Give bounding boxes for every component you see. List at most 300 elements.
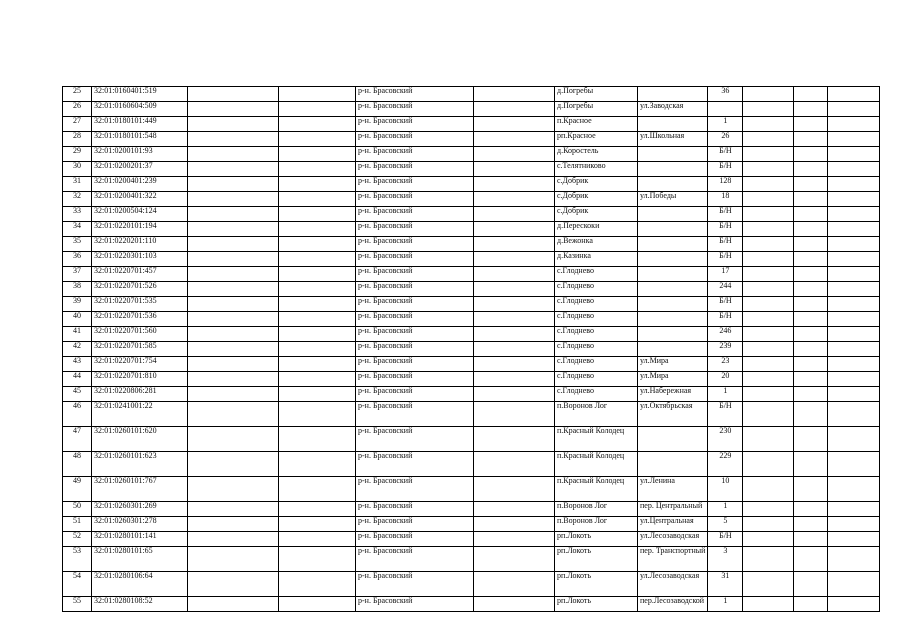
cadastral-number-cell: 32:01:0180101:548 xyxy=(92,132,188,147)
empty-cell xyxy=(474,267,555,282)
cadastral-number-cell: 32:01:0260101:767 xyxy=(92,477,188,502)
table-row xyxy=(63,477,880,502)
cadastral-number-cell: 32:01:0280101:65 xyxy=(92,547,188,572)
row-number-cell: 31 xyxy=(63,177,92,192)
empty-cell xyxy=(794,162,828,177)
row-number-cell: 28 xyxy=(63,132,92,147)
empty-cell xyxy=(279,597,356,612)
empty-cell xyxy=(794,222,828,237)
settlement-cell: с.Добрик xyxy=(555,192,638,207)
empty-cell xyxy=(828,237,880,252)
empty-cell xyxy=(188,267,279,282)
empty-cell xyxy=(794,502,828,517)
house-number-cell: 1 xyxy=(708,117,743,132)
empty-cell xyxy=(279,87,356,102)
street-cell xyxy=(638,297,708,312)
empty-cell xyxy=(474,387,555,402)
empty-cell xyxy=(828,312,880,327)
empty-cell xyxy=(188,502,279,517)
street-cell: ул.Набережная xyxy=(638,387,708,402)
empty-cell xyxy=(188,297,279,312)
settlement-cell: с.Глоднево xyxy=(555,387,638,402)
settlement-cell: п.Красное xyxy=(555,117,638,132)
empty-cell xyxy=(279,192,356,207)
table-row xyxy=(63,427,880,452)
empty-cell xyxy=(474,102,555,117)
empty-cell xyxy=(743,312,794,327)
cadastral-number-cell: 32:01:0160604:509 xyxy=(92,102,188,117)
empty-cell xyxy=(828,517,880,532)
house-number-cell: Б/Н xyxy=(708,252,743,267)
row-number-cell: 39 xyxy=(63,297,92,312)
empty-cell xyxy=(828,117,880,132)
empty-cell xyxy=(794,147,828,162)
cadastral-number-cell: 32:01:0200101:93 xyxy=(92,147,188,162)
empty-cell xyxy=(743,452,794,477)
empty-cell xyxy=(188,102,279,117)
empty-cell xyxy=(188,87,279,102)
house-number-cell xyxy=(708,102,743,117)
district-cell: р-н. Брасовский xyxy=(356,117,474,132)
street-cell xyxy=(638,237,708,252)
cadastral-number-cell: 32:01:0200504:124 xyxy=(92,207,188,222)
empty-cell xyxy=(794,282,828,297)
settlement-cell: с.Добрик xyxy=(555,177,638,192)
district-cell: р-н. Брасовский xyxy=(356,147,474,162)
row-number-cell: 27 xyxy=(63,117,92,132)
table-row xyxy=(63,532,880,547)
empty-cell xyxy=(474,162,555,177)
empty-cell xyxy=(743,267,794,282)
row-number-cell: 26 xyxy=(63,102,92,117)
empty-cell xyxy=(743,572,794,597)
cadastral-number-cell: 32:01:0220701:457 xyxy=(92,267,188,282)
cadastral-number-cell: 32:01:0280108:52 xyxy=(92,597,188,612)
empty-cell xyxy=(279,327,356,342)
empty-cell xyxy=(743,237,794,252)
district-cell: р-н. Брасовский xyxy=(356,177,474,192)
table-row xyxy=(63,357,880,372)
empty-cell xyxy=(279,517,356,532)
settlement-cell: с.Глоднево xyxy=(555,372,638,387)
empty-cell xyxy=(828,427,880,452)
empty-cell xyxy=(474,282,555,297)
empty-cell xyxy=(279,252,356,267)
cadastral-number-cell: 32:01:0220701:560 xyxy=(92,327,188,342)
district-cell: р-н. Брасовский xyxy=(356,387,474,402)
row-number-cell: 32 xyxy=(63,192,92,207)
empty-cell xyxy=(743,102,794,117)
district-cell: р-н. Брасовский xyxy=(356,267,474,282)
empty-cell xyxy=(794,237,828,252)
settlement-cell: с.Глоднево xyxy=(555,267,638,282)
empty-cell xyxy=(743,192,794,207)
table-row xyxy=(63,597,880,612)
street-cell xyxy=(638,222,708,237)
empty-cell xyxy=(474,222,555,237)
table-row xyxy=(63,237,880,252)
street-cell xyxy=(638,207,708,222)
district-cell: р-н. Брасовский xyxy=(356,502,474,517)
street-cell xyxy=(638,87,708,102)
empty-cell xyxy=(188,312,279,327)
district-cell: р-н. Брасовский xyxy=(356,297,474,312)
district-cell: р-н. Брасовский xyxy=(356,532,474,547)
table-row xyxy=(63,207,880,222)
cadastral-number-cell: 32:01:0260101:620 xyxy=(92,427,188,452)
settlement-cell: рп.Локоть xyxy=(555,597,638,612)
empty-cell xyxy=(474,297,555,312)
empty-cell xyxy=(188,357,279,372)
cadastral-number-cell: 32:01:0220701:526 xyxy=(92,282,188,297)
empty-cell xyxy=(743,402,794,427)
table-row xyxy=(63,102,880,117)
row-number-cell: 41 xyxy=(63,327,92,342)
empty-cell xyxy=(188,177,279,192)
settlement-cell: с.Телятниково xyxy=(555,162,638,177)
street-cell xyxy=(638,327,708,342)
empty-cell xyxy=(188,237,279,252)
empty-cell xyxy=(794,312,828,327)
cadastral-number-cell: 32:01:0220701:536 xyxy=(92,312,188,327)
empty-cell xyxy=(279,342,356,357)
empty-cell xyxy=(188,162,279,177)
table-row xyxy=(63,297,880,312)
settlement-cell: с.Добрик xyxy=(555,207,638,222)
empty-cell xyxy=(188,427,279,452)
empty-cell xyxy=(743,177,794,192)
row-number-cell: 34 xyxy=(63,222,92,237)
empty-cell xyxy=(474,252,555,267)
street-cell xyxy=(638,177,708,192)
empty-cell xyxy=(474,532,555,547)
cadastral-number-cell: 32:01:0220701:810 xyxy=(92,372,188,387)
empty-cell xyxy=(279,312,356,327)
house-number-cell: Б/Н xyxy=(708,532,743,547)
table-row xyxy=(63,147,880,162)
row-number-cell: 40 xyxy=(63,312,92,327)
row-number-cell: 42 xyxy=(63,342,92,357)
row-number-cell: 48 xyxy=(63,452,92,477)
empty-cell xyxy=(474,192,555,207)
empty-cell xyxy=(743,342,794,357)
empty-cell xyxy=(743,162,794,177)
cadastral-number-cell: 32:01:0220201:110 xyxy=(92,237,188,252)
empty-cell xyxy=(279,532,356,547)
empty-cell xyxy=(743,387,794,402)
table-row xyxy=(63,517,880,532)
house-number-cell: 244 xyxy=(708,282,743,297)
empty-cell xyxy=(794,342,828,357)
empty-cell xyxy=(279,452,356,477)
empty-cell xyxy=(474,477,555,502)
empty-cell xyxy=(188,282,279,297)
street-cell: ул.Заводская xyxy=(638,102,708,117)
table-body xyxy=(63,87,880,612)
house-number-cell: 26 xyxy=(708,132,743,147)
empty-cell xyxy=(279,117,356,132)
empty-cell xyxy=(794,252,828,267)
empty-cell xyxy=(474,207,555,222)
empty-cell xyxy=(743,207,794,222)
table-row xyxy=(63,372,880,387)
district-cell: р-н. Брасовский xyxy=(356,327,474,342)
district-cell: р-н. Брасовский xyxy=(356,477,474,502)
cadastral-number-cell: 32:01:0220701:585 xyxy=(92,342,188,357)
empty-cell xyxy=(794,267,828,282)
house-number-cell: 31 xyxy=(708,572,743,597)
house-number-cell: 5 xyxy=(708,517,743,532)
empty-cell xyxy=(794,357,828,372)
house-number-cell: Б/Н xyxy=(708,312,743,327)
empty-cell xyxy=(279,502,356,517)
empty-cell xyxy=(279,207,356,222)
district-cell: р-н. Брасовский xyxy=(356,597,474,612)
table-row xyxy=(63,402,880,427)
empty-cell xyxy=(828,477,880,502)
cadastral-number-cell: 32:01:0220806:281 xyxy=(92,387,188,402)
empty-cell xyxy=(279,177,356,192)
house-number-cell: 230 xyxy=(708,427,743,452)
street-cell: пер. Центральный xyxy=(638,502,708,517)
settlement-cell: д.Казинка xyxy=(555,252,638,267)
empty-cell xyxy=(188,327,279,342)
empty-cell xyxy=(474,177,555,192)
empty-cell xyxy=(794,177,828,192)
empty-cell xyxy=(794,532,828,547)
row-number-cell: 43 xyxy=(63,357,92,372)
street-cell: пер. Транспортный xyxy=(638,547,708,572)
settlement-cell: п.Красный Колодец xyxy=(555,477,638,502)
empty-cell xyxy=(474,357,555,372)
street-cell: ул.Мира xyxy=(638,372,708,387)
empty-cell xyxy=(828,357,880,372)
house-number-cell: Б/Н xyxy=(708,297,743,312)
street-cell xyxy=(638,267,708,282)
row-number-cell: 55 xyxy=(63,597,92,612)
table-row xyxy=(63,192,880,207)
street-cell xyxy=(638,452,708,477)
house-number-cell: 246 xyxy=(708,327,743,342)
settlement-cell: с.Глоднево xyxy=(555,327,638,342)
empty-cell xyxy=(188,147,279,162)
empty-cell xyxy=(188,547,279,572)
empty-cell xyxy=(743,597,794,612)
empty-cell xyxy=(188,517,279,532)
table-row xyxy=(63,222,880,237)
cadastral-number-cell: 32:01:0280106:64 xyxy=(92,572,188,597)
empty-cell xyxy=(188,387,279,402)
empty-cell xyxy=(828,267,880,282)
settlement-cell: п.Красный Колодец xyxy=(555,452,638,477)
empty-cell xyxy=(794,572,828,597)
district-cell: р-н. Брасовский xyxy=(356,342,474,357)
district-cell: р-н. Брасовский xyxy=(356,132,474,147)
empty-cell xyxy=(794,452,828,477)
row-number-cell: 25 xyxy=(63,87,92,102)
empty-cell xyxy=(794,402,828,427)
table-row xyxy=(63,452,880,477)
table-row xyxy=(63,572,880,597)
house-number-cell: 239 xyxy=(708,342,743,357)
row-number-cell: 54 xyxy=(63,572,92,597)
district-cell: р-н. Брасовский xyxy=(356,517,474,532)
cadastral-number-cell: 32:01:0220701:535 xyxy=(92,297,188,312)
table-row xyxy=(63,162,880,177)
empty-cell xyxy=(794,372,828,387)
settlement-cell: п.Воронов Лог xyxy=(555,517,638,532)
empty-cell xyxy=(743,517,794,532)
empty-cell xyxy=(474,517,555,532)
cadastral-number-cell: 32:01:0280101:141 xyxy=(92,532,188,547)
empty-cell xyxy=(474,117,555,132)
row-number-cell: 36 xyxy=(63,252,92,267)
table-row xyxy=(63,282,880,297)
empty-cell xyxy=(794,132,828,147)
empty-cell xyxy=(743,327,794,342)
settlement-cell: д.Погребы xyxy=(555,102,638,117)
table-row xyxy=(63,177,880,192)
house-number-cell: Б/Н xyxy=(708,237,743,252)
cadastral-number-cell: 32:01:0200401:322 xyxy=(92,192,188,207)
street-cell: пер.Лесозаводской xyxy=(638,597,708,612)
empty-cell xyxy=(828,532,880,547)
district-cell: р-н. Брасовский xyxy=(356,572,474,597)
empty-cell xyxy=(743,547,794,572)
empty-cell xyxy=(279,282,356,297)
empty-cell xyxy=(474,427,555,452)
empty-cell xyxy=(828,282,880,297)
empty-cell xyxy=(279,372,356,387)
empty-cell xyxy=(188,132,279,147)
table-row xyxy=(63,547,880,572)
empty-cell xyxy=(474,147,555,162)
settlement-cell: с.Глоднево xyxy=(555,342,638,357)
empty-cell xyxy=(828,177,880,192)
row-number-cell: 47 xyxy=(63,427,92,452)
empty-cell xyxy=(794,387,828,402)
empty-cell xyxy=(188,207,279,222)
house-number-cell: 23 xyxy=(708,357,743,372)
empty-cell xyxy=(279,237,356,252)
district-cell: р-н. Брасовский xyxy=(356,282,474,297)
empty-cell xyxy=(279,267,356,282)
street-cell: ул.Ленина xyxy=(638,477,708,502)
house-number-cell: Б/Н xyxy=(708,207,743,222)
district-cell: р-н. Брасовский xyxy=(356,87,474,102)
empty-cell xyxy=(279,222,356,237)
empty-cell xyxy=(279,297,356,312)
table-row xyxy=(63,117,880,132)
empty-cell xyxy=(474,597,555,612)
empty-cell xyxy=(743,222,794,237)
empty-cell xyxy=(279,547,356,572)
house-number-cell: 3 xyxy=(708,547,743,572)
empty-cell xyxy=(828,297,880,312)
empty-cell xyxy=(743,372,794,387)
row-number-cell: 35 xyxy=(63,237,92,252)
settlement-cell: рп.Локоть xyxy=(555,532,638,547)
empty-cell xyxy=(794,517,828,532)
settlement-cell: рп.Локоть xyxy=(555,547,638,572)
empty-cell xyxy=(794,192,828,207)
table-row xyxy=(63,132,880,147)
empty-cell xyxy=(828,87,880,102)
settlement-cell: д.Перескоки xyxy=(555,222,638,237)
district-cell: р-н. Брасовский xyxy=(356,357,474,372)
empty-cell xyxy=(188,117,279,132)
house-number-cell: 36 xyxy=(708,87,743,102)
empty-cell xyxy=(828,502,880,517)
empty-cell xyxy=(279,477,356,502)
empty-cell xyxy=(188,372,279,387)
house-number-cell: 1 xyxy=(708,597,743,612)
empty-cell xyxy=(828,342,880,357)
cadastral-number-cell: 32:01:0260301:278 xyxy=(92,517,188,532)
house-number-cell: 229 xyxy=(708,452,743,477)
empty-cell xyxy=(279,427,356,452)
street-cell: ул.Школьная xyxy=(638,132,708,147)
empty-cell xyxy=(188,452,279,477)
row-number-cell: 52 xyxy=(63,532,92,547)
row-number-cell: 30 xyxy=(63,162,92,177)
row-number-cell: 33 xyxy=(63,207,92,222)
empty-cell xyxy=(828,372,880,387)
empty-cell xyxy=(794,207,828,222)
house-number-cell: 18 xyxy=(708,192,743,207)
empty-cell xyxy=(828,387,880,402)
empty-cell xyxy=(474,132,555,147)
settlement-cell: д.Вежонка xyxy=(555,237,638,252)
empty-cell xyxy=(279,147,356,162)
street-cell xyxy=(638,282,708,297)
row-number-cell: 29 xyxy=(63,147,92,162)
district-cell: р-н. Брасовский xyxy=(356,207,474,222)
settlement-cell: п.Воронов Лог xyxy=(555,402,638,427)
street-cell xyxy=(638,312,708,327)
empty-cell xyxy=(828,162,880,177)
row-number-cell: 46 xyxy=(63,402,92,427)
street-cell xyxy=(638,252,708,267)
empty-cell xyxy=(794,327,828,342)
table-row xyxy=(63,342,880,357)
empty-cell xyxy=(794,117,828,132)
street-cell xyxy=(638,117,708,132)
cadastral-number-cell: 32:01:0220301:103 xyxy=(92,252,188,267)
row-number-cell: 53 xyxy=(63,547,92,572)
empty-cell xyxy=(828,102,880,117)
house-number-cell: 17 xyxy=(708,267,743,282)
cadastral-number-cell: 32:01:0220701:754 xyxy=(92,357,188,372)
empty-cell xyxy=(828,402,880,427)
empty-cell xyxy=(743,532,794,547)
street-cell xyxy=(638,162,708,177)
row-number-cell: 44 xyxy=(63,372,92,387)
house-number-cell: 1 xyxy=(708,502,743,517)
street-cell: ул.Октябрьская xyxy=(638,402,708,427)
street-cell: ул.Победы xyxy=(638,192,708,207)
street-cell: ул.Лесозаводская xyxy=(638,572,708,597)
empty-cell xyxy=(828,207,880,222)
street-cell xyxy=(638,342,708,357)
row-number-cell: 45 xyxy=(63,387,92,402)
cadastral-number-cell: 32:01:0260101:623 xyxy=(92,452,188,477)
empty-cell xyxy=(828,452,880,477)
empty-cell xyxy=(279,162,356,177)
table-row xyxy=(63,252,880,267)
empty-cell xyxy=(743,252,794,267)
empty-cell xyxy=(474,372,555,387)
